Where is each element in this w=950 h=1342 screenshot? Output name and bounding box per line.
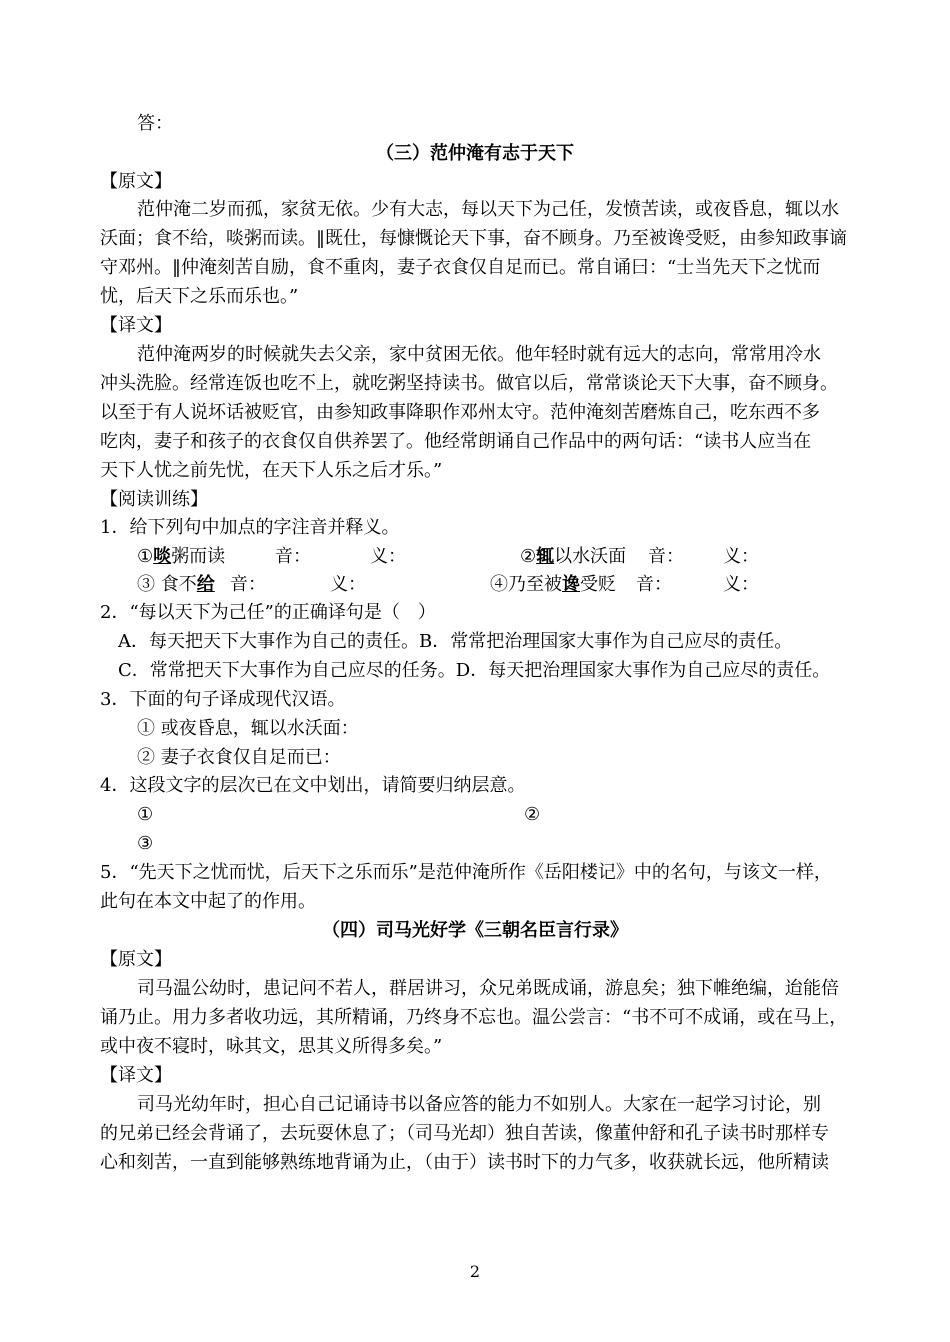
question-3-stem: 3．下面的句子译成现代汉语。 — [100, 689, 346, 710]
q1-item-prefix: ④乃至被 — [490, 574, 562, 595]
meaning-label: 义： — [370, 546, 406, 567]
section3-translation-heading: 【译文】 — [100, 315, 172, 336]
q1-item-2 — [520, 543, 626, 571]
pronunciation-label: 音： — [636, 574, 672, 595]
paragraph-line: 司马光幼年时，担心自己记诵诗书以备应答的能力不如别人。大家在一起学习讨论，别 — [137, 1094, 821, 1115]
page-number: 2 — [469, 1262, 481, 1281]
q1-item-prefix: ① — [137, 546, 154, 567]
pronunciation-label: 音： — [275, 546, 311, 567]
meaning-label: 义： — [330, 574, 366, 595]
question-5-line: 此句在本文中起了的作用。 — [100, 891, 316, 912]
section4-translation-heading: 【译文】 — [100, 1065, 172, 1086]
dotted-character: 辄 — [536, 546, 555, 567]
paragraph-line: 以至于有人说坏话被贬官，由参知政事降职作邓州太守。范仲淹刻苦磨炼自己，吃东西不多 — [100, 402, 820, 423]
paragraph-line: 天下人忧之前先忧，在天下人乐之后才乐。” — [100, 460, 443, 481]
meaning-label: 义： — [723, 574, 759, 595]
q1-item-1 — [137, 543, 225, 571]
paragraph-line: 冲头洗脸。经常连饭也吃不上，就吃粥坚持读书。做官以后，常常谈论天下大事，奋不顾身。 — [100, 373, 838, 394]
reading-training-heading: 【阅读训练】 — [100, 489, 208, 510]
pronunciation-label: 音： — [648, 546, 684, 567]
question-3-item: ① 或夜昏息，辄以水沃面： — [137, 718, 359, 739]
answer-label: 答： — [137, 113, 173, 134]
q1-item-prefix: ② — [520, 546, 537, 567]
question-2-options-line: A．每天把天下大事作为自己的责任。B．常常把治理国家大事作为自己应尽的责任。 — [118, 631, 793, 652]
q1-item-suffix: 以水沃面 — [554, 546, 627, 567]
paragraph-line: 守邓州。‖仲淹刻苦自励，食不重肉，妻子衣食仅自足而已。常自诵曰：“士当先天下之忧而 — [100, 257, 821, 278]
question-4-marker: ① — [137, 804, 154, 825]
section3-title: （三）范仲淹有志于天下 — [376, 143, 574, 164]
q1-item-prefix: ③ 食不 — [137, 574, 197, 595]
question-5-line: 5．“先天下之忧而忧，后天下之乐而乐”是范仲淹所作《岳阳楼记》中的名句，与该文一样， — [100, 862, 832, 883]
section4-original-heading: 【原文】 — [100, 949, 172, 970]
meaning-label: 义： — [723, 546, 759, 567]
paragraph-line: 范仲淹二岁而孤，家贫无依。少有大志，每以天下为己任，发愤苦读，或夜昏息，辄以水 — [137, 199, 839, 220]
dotted-character: 谗 — [562, 574, 580, 595]
paragraph-line: 忧，后天下之乐而乐也。” — [100, 286, 299, 307]
paragraph-line: 沃面；食不给，啖粥而读。‖既仕，每慷慨论天下事，奋不顾身。乃至被谗受贬，由参知政事谪 — [100, 228, 847, 249]
q1-item-suffix: 受贬 — [580, 574, 616, 595]
question-4-marker: ② — [524, 804, 541, 825]
question-3-item: ② 妻子衣食仅自足而已： — [137, 747, 341, 768]
paragraph-line: 或中夜不寝时，咏其文，思其义所得多矣。” — [100, 1036, 443, 1057]
question-4-marker: ③ — [137, 833, 154, 854]
dotted-character: 给 — [196, 574, 215, 595]
paragraph-line: 心和刻苦，一直到能够熟练地背诵为止，（由于）读书时下的力气多，收获就长远，他所精读 — [100, 1152, 829, 1173]
question-2-stem: 2．“每以天下为己任”的正确译句是（ ） — [100, 602, 436, 623]
paragraph-line: 吃肉，妻子和孩子的衣食仅自供养罢了。他经常朗诵自己作品中的两句话：“读书人应当在 — [100, 431, 812, 452]
paragraph-line: 司马温公幼时，患记问不若人，群居讲习，众兄弟既成诵，游息矣；独下帷绝编，迨能倍 — [137, 978, 839, 999]
section3-original-heading: 【原文】 — [100, 171, 172, 192]
paragraph-line: 范仲淹两岁的时候就失去父亲，家中贫困无依。他年轻时就有远大的志向，常常用冷水 — [137, 344, 821, 365]
q1-item-4 — [490, 571, 616, 599]
question-4-stem: 4．这段文字的层次已在文中划出，请简要归纳层意。 — [100, 775, 526, 796]
dotted-character: 啖 — [153, 546, 172, 567]
question-2-options-line: C．常常把天下大事作为自己应尽的任务。D．每天把治理国家大事作为自己应尽的责任。 — [118, 660, 831, 681]
paragraph-line: 的兄弟已经会背诵了，去玩耍休息了；（司马光却）独自苦读，像董仲舒和孔子读书时那样专 — [100, 1123, 829, 1144]
section4-title: （四）司马光好学《三朝名臣言行录》 — [322, 920, 628, 941]
paragraph-line: 诵乃止。用力多者收功远，其所精诵，乃终身不忘也。温公尝言：“书不可不成诵，或在马上， — [100, 1007, 848, 1028]
question-1-stem: 1．给下列句中加点的字注音并释义。 — [100, 517, 400, 538]
pronunciation-label: 音： — [230, 574, 266, 595]
q1-item-suffix: 粥而读 — [171, 546, 226, 567]
q1-item-3 — [137, 571, 215, 599]
